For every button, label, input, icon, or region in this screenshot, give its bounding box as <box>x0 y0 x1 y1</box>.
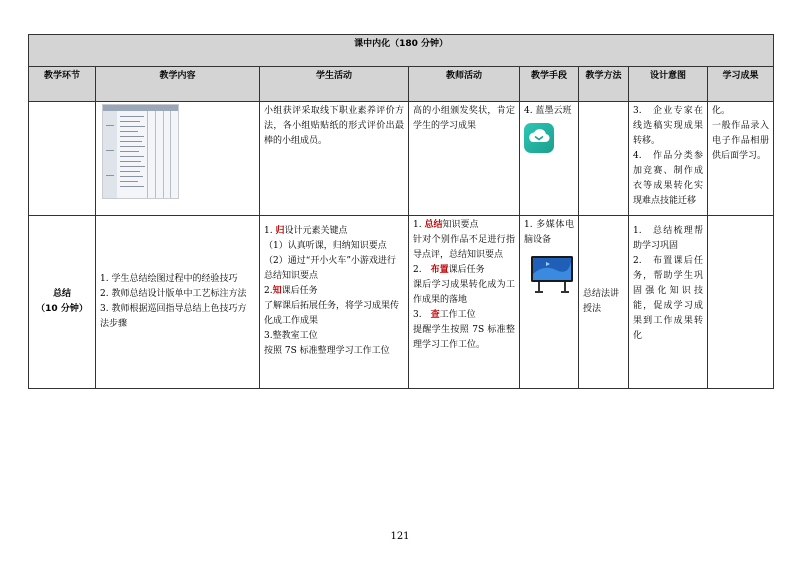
step-number: 2. <box>413 265 431 275</box>
step-text: 课后任务 <box>281 286 318 296</box>
stage-cell-empty <box>29 102 96 216</box>
student-step-detail: 了解课后拓展任务，将学习成果传化成工作成果 <box>264 301 400 326</box>
step-text: 工作工位 <box>439 310 476 320</box>
student-step-1 <box>264 224 404 239</box>
teacher-step-2 <box>413 263 515 278</box>
header-method: 教学方法 <box>579 67 629 102</box>
means-text: 4. 蓝墨云班 <box>524 106 572 116</box>
intent-cell <box>629 102 708 216</box>
header-teacher-activity: 教师活动 <box>409 67 520 102</box>
method-cell: 总结法讲授法 <box>579 216 629 389</box>
outcome-item: 化。 <box>712 106 731 116</box>
teacher-step-detail: 针对个别作品不足进行指导点评，总结知识要点 <box>413 235 515 260</box>
lesson-plan-table <box>28 34 774 389</box>
means-text: 1. 多媒体电脑设备 <box>524 220 574 245</box>
teacher-step-detail: 课后学习成果转化成为工作成果的落地 <box>413 280 515 305</box>
step-number: 1. <box>413 220 425 230</box>
student-step-detail: （2）通过“开小火车”小游戏进行总结知识要点 <box>264 256 396 281</box>
step-number: 3. <box>413 310 431 320</box>
header-content: 教学内容 <box>96 67 260 102</box>
outcome-cell-empty <box>708 216 774 389</box>
table-row <box>29 102 774 216</box>
section-title: 课中内化（180 分钟） <box>29 35 774 67</box>
student-step-2 <box>264 284 404 299</box>
step-number: 2. <box>264 286 273 296</box>
header-intent: 设计意图 <box>629 67 708 102</box>
evaluation-sheet-thumbnail <box>102 104 179 199</box>
header-outcome: 学习成果 <box>708 67 774 102</box>
header-stage: 教学环节 <box>29 67 96 102</box>
keyword-highlight: 归 <box>275 226 285 236</box>
keyword-highlight: 知 <box>272 286 282 296</box>
method-cell-empty <box>579 102 629 216</box>
student-step-detail: 按照 7S 标准整理学习工作工位 <box>264 346 390 356</box>
intent-item: 1. 总结梳理帮助学习巩固 <box>633 226 703 251</box>
step-text: 知识要点 <box>442 220 479 230</box>
teacher-step-3 <box>413 308 515 323</box>
teacher-step-detail: 提醒学生按照 7S 标准整理学习工作工位。 <box>413 325 515 350</box>
student-activity-cell: 小组获评采取线下职业素养评价方法，各小组贴贴纸的形式评价出最棒的小组成员。 <box>260 102 409 216</box>
means-cell <box>520 102 579 216</box>
multimedia-display-icon <box>530 254 574 294</box>
header-student-activity: 学生活动 <box>260 67 409 102</box>
keyword-highlight: 总结 <box>424 220 443 230</box>
table-row <box>29 216 774 389</box>
student-step-3: 3.整教室工位 <box>264 331 318 341</box>
intent-item: 2. 布置课后任务，帮助学生巩固强化知识技能，促成学习成果到工作成果转化 <box>633 256 703 341</box>
keyword-highlight: 布置 <box>430 265 449 275</box>
keyword-highlight: 查 <box>430 310 440 320</box>
header-means: 教学手段 <box>520 67 579 102</box>
intent-cell <box>629 216 708 389</box>
intent-item: 3. 企业专家在线选稿实现成果转移。 <box>633 106 703 146</box>
intent-item: 4. 作品分类参加竞赛、制作成衣等成果转化实现难点技能迁移 <box>633 151 703 206</box>
stage-time: （10 分钟） <box>36 304 88 314</box>
teacher-activity-cell <box>409 216 520 389</box>
stage-cell <box>29 216 96 389</box>
blue-ink-cloud-class-app-icon <box>524 123 554 153</box>
teacher-activity-cell: 高的小组颁发奖状，肯定学生的学习成果 <box>409 102 520 216</box>
content-cell <box>96 216 260 389</box>
step-text: 课后任务 <box>448 265 485 275</box>
content-cell <box>96 102 260 216</box>
teacher-step-1 <box>413 218 515 233</box>
means-cell <box>520 216 579 389</box>
student-step-detail: （1）认真听课，归纳知识要点 <box>264 241 387 251</box>
content-item: 3. 教师根据巡回指导总结上色技巧方法步骤 <box>100 304 247 329</box>
content-item: 2. 教师总结设计版单中工艺标注方法 <box>100 289 247 299</box>
step-text: 设计元素关键点 <box>284 226 348 236</box>
stage-name: 总结 <box>52 289 71 299</box>
content-item: 1. 学生总结绘图过程中的经验技巧 <box>100 274 238 284</box>
outcome-cell <box>708 102 774 216</box>
outcome-item: 一般作品录入电子作品相册供后面学习。 <box>712 121 770 161</box>
page-number: 121 <box>390 531 410 542</box>
header-row <box>29 67 774 102</box>
student-activity-cell <box>260 216 409 389</box>
step-number: 1. <box>264 226 276 236</box>
